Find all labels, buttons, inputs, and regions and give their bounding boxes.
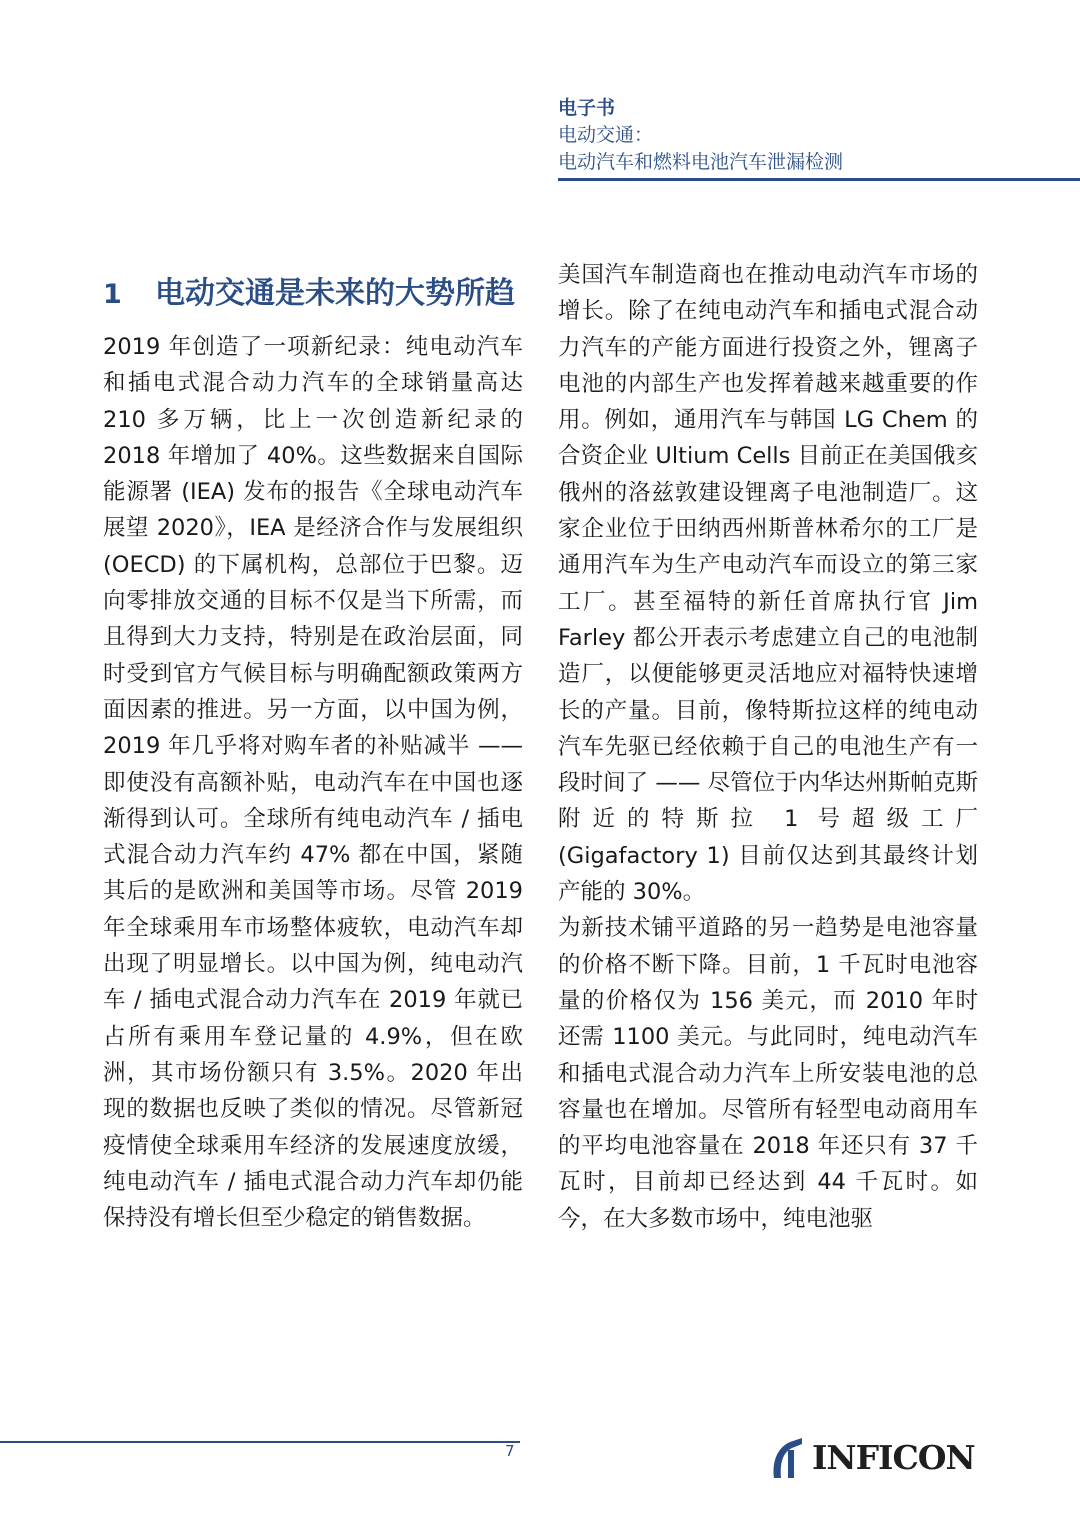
inficon-logo <box>768 1434 975 1480</box>
section-number: 1 <box>103 279 122 310</box>
footer-divider <box>0 1441 520 1443</box>
left-column <box>103 329 523 1236</box>
page-number: 7 <box>505 1442 515 1460</box>
logo-wordmark: INFICON <box>812 1437 975 1477</box>
header-divider <box>558 178 1080 181</box>
body-paragraph: 美国汽车制造商也在推动电动汽车市场的增长。除了在纯电动汽车和插电式混合动力汽车的产能方面进行投资之外，锂离子电池的内部生产也发挥着越来越重要的作用。例如，通用汽车与韩国 LG Chem 的合资企业 Ultium Cells 目前正在美国俄亥俄州的洛兹敦建设锂离子电池制造厂。这家企业位于田纳西州斯普林希尔的工厂是通用汽车为生产电动汽车而设立的第三家工厂。甚至福特的新任首席执行官 Jim Farley 都公开表示考虑建立自己的电池制造厂，以便能够更灵活地应对福特快速增长的产量。目前，像特斯拉这样的纯电动汽车先驱已经依赖于自己的电池生产有一段时间了 —— 尽管位于内华达州斯帕克斯附近的特斯拉 1 号超级工厂 (Gigafactory 1) 目前仅达到其最终计划产能的 30%。 <box>558 262 978 906</box>
document-header <box>558 95 1080 176</box>
section-title-text: 电动交通是未来的大势所趋 <box>155 276 515 311</box>
header-kicker: 电子书 <box>558 97 616 119</box>
inficon-logo-mark-icon <box>768 1434 808 1480</box>
body-paragraph: 2019 年创造了一项新纪录：纯电动汽车和插电式混合动力汽车的全球销量高达 210 多万辆，比上一次创造新纪录的 2018 年增加了 40%。这些数据来自国际能源署 (IEA) 发布的报告《全球电动汽车展望 2020》，IEA 是经济合作与发展组织 (OECD) 的下属机构，总部位于巴黎。迈向零排放交通的目标不仅是当下所需，而且得到大力支持，特别是在政治层面，同时受到官方气候目标与明确配额政策两方面因素的推进。另一方面，以中国为例，2019 年几乎将对购车者的补贴减半 —— 即使没有高额补贴，电动汽车在中国也逐渐得到认可。全球所有纯电动汽车 / 插电式混合动力汽车约 47% 都在中国，紧随其后的是欧洲和美国等市场。尽管 2019 年全球乘用车市场整体疲软，电动汽车却出现了明显增长。以中国为例，纯电动汽车 / 插电式混合动力汽车在 2019 年就已占所有乘用车登记量的 4.9%，但在欧洲，其市场份额只有 3.5%。2020 年出现的数据也反映了类似的情况。尽管新冠疫情使全球乘用车经济的发展速度放缓，纯电动汽车 / 插电式混合动力汽车却仍能保持没有增长但至少稳定的销售数据。 <box>103 334 523 1232</box>
body-paragraph: 为新技术铺平道路的另一趋势是电池容量的价格不断下降。目前，1 千瓦时电池容量的价格仅为 156 美元，而 2010 年时还需 1100 美元。与此同时，纯电动汽车和插电式混合动力汽车上所安装电池的总容量也在增加。尽管所有轻型电动商用车的平均电池容量在 2018 年还只有 37 千瓦时，目前却已经达到 44 千瓦时。如今，在大多数市场中，纯电池驱 <box>558 915 978 1232</box>
header-title-line2: 电动汽车和燃料电池汽车泄漏检测 <box>558 151 844 173</box>
right-column <box>558 257 978 1237</box>
section-heading <box>103 268 533 312</box>
header-title-line1: 电动交通： <box>558 124 654 146</box>
